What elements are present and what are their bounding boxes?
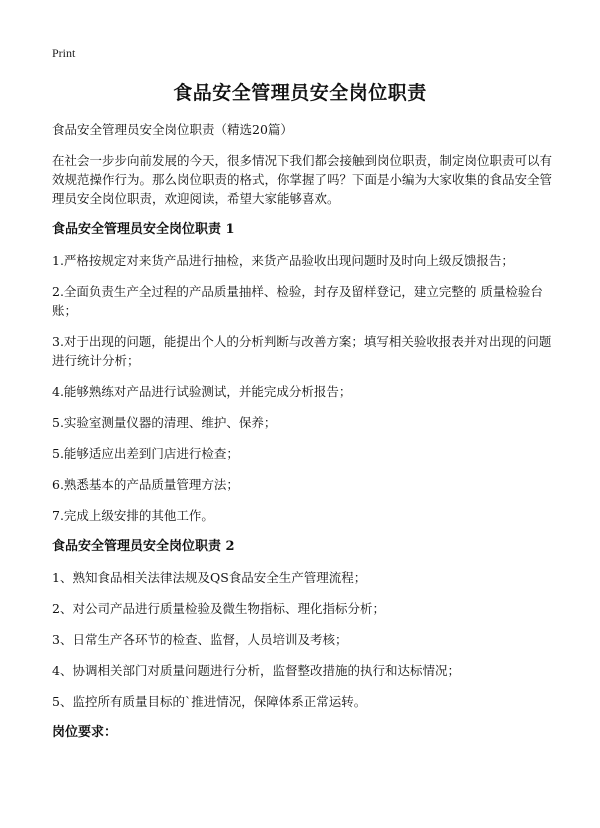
section-heading-1: 食品安全管理员安全岗位职责 1 bbox=[52, 222, 235, 237]
list-item: 5.能够适应出差到门店进行检查； bbox=[52, 446, 239, 461]
section-heading-2: 食品安全管理员安全岗位职责 2 bbox=[52, 539, 235, 554]
document-body bbox=[52, 120, 552, 754]
print-link[interactable]: Print bbox=[52, 46, 76, 60]
section-1-list bbox=[52, 251, 552, 525]
list-item: 4.能够熟练对产品进行试验测试，并能完成分析报告； bbox=[52, 384, 352, 399]
section-2-list bbox=[52, 568, 552, 711]
list-item: 7.完成上级安排的其他工作。 bbox=[52, 508, 214, 523]
list-item: 5、监控所有质量目标的`推进情况，保障体系正常运转。 bbox=[52, 694, 367, 709]
list-item: 3.对于出现的问题，能提出个人的分析判断与改善方案；填写相关验收报表并对出现的问题进行统计分析； bbox=[52, 334, 552, 368]
list-item: 2、对公司产品进行质量检验及微生物指标、理化指标分析； bbox=[52, 601, 385, 616]
list-item: 1、熟知食品相关法律法规及QS食品安全生产管理流程； bbox=[52, 570, 367, 585]
intro-paragraph: 在社会一步步向前发展的今天，很多情况下我们都会接触到岗位职责，制定岗位职责可以有效规范操作行为。那么岗位职责的格式，你掌握了吗？下面是小编为大家收集的食品安全管理员安全岗位职责，欢迎阅读，希望大家能够喜欢。 bbox=[52, 153, 553, 206]
requirements-heading: 岗位要求： bbox=[52, 725, 118, 740]
list-item: 6.熟悉基本的产品质量管理方法； bbox=[52, 477, 239, 492]
list-item: 5.实验室测量仪器的清理、维护、保养； bbox=[52, 415, 277, 430]
list-item: 1.严格按规定对来货产品进行抽检，来货产品验收出现问题时及时向上级反馈报告； bbox=[52, 253, 514, 268]
list-item: 3、日常生产各环节的检查、监督，人员培训及考核； bbox=[52, 632, 348, 647]
page-title: 食品安全管理员安全岗位职责 bbox=[173, 82, 427, 104]
list-item: 4、协调相关部门对质量问题进行分析，监督整改措施的执行和达标情况； bbox=[52, 663, 460, 678]
document-subtitle: 食品安全管理员安全岗位职责（精选20篇） bbox=[52, 122, 293, 137]
list-item: 2.全面负责生产全过程的产品质量抽样、检验，封存及留样登记，建立完整的 质量检验台账； bbox=[52, 284, 543, 318]
